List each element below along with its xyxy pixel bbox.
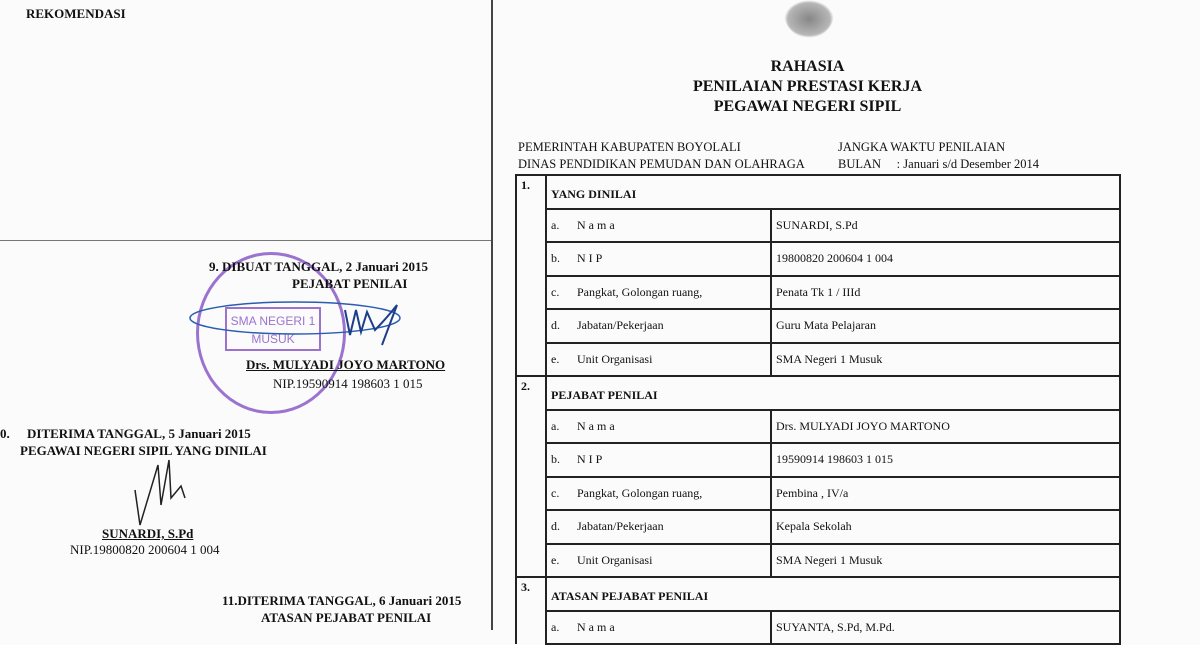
field-label <box>546 477 771 511</box>
field-letter: a. <box>551 217 560 232</box>
table-row <box>516 309 1120 343</box>
field-label <box>546 611 771 645</box>
field-label-text: N a m a <box>577 217 615 232</box>
field-letter: c. <box>551 284 560 299</box>
field-label <box>546 309 771 343</box>
field-label-text: Unit Organisasi <box>577 552 653 567</box>
table-row <box>516 443 1120 477</box>
rekomendasi-heading: REKOMENDASI <box>26 6 126 21</box>
field-letter: d. <box>551 519 560 534</box>
diterima-10: DITERIMA TANGGAL, 5 Januari 2015 <box>27 426 251 441</box>
field-value: SMA Negeri 1 Musuk <box>771 544 1120 578</box>
dibuat-tanggal: 9. DIBUAT TANGGAL, 2 Januari 2015 <box>209 259 428 274</box>
field-label <box>546 410 771 444</box>
pejabat-signature <box>185 290 425 350</box>
field-label <box>546 510 771 544</box>
section-number: 3. <box>516 577 546 644</box>
section-number: 1. <box>516 175 546 376</box>
field-label-text: N a m a <box>577 418 615 433</box>
field-label-text: N a m a <box>577 619 615 634</box>
table-row <box>516 276 1120 310</box>
field-value: Guru Mata Pelajaran <box>771 309 1120 343</box>
pejabat-penilai-label: PEJABAT PENILAI <box>292 276 408 291</box>
field-letter: d. <box>551 318 560 333</box>
identity-table <box>515 174 1121 645</box>
field-letter: b. <box>551 452 560 467</box>
table-row <box>516 343 1120 377</box>
title-penilaian: PENILAIAN PRESTASI KERJA <box>692 78 923 95</box>
section-header-row <box>516 376 1120 410</box>
field-value: Drs. MULYADI JOYO MARTONO <box>771 410 1120 444</box>
stamp-text: SMA NEGERI 1 MUSUK <box>225 307 321 351</box>
diterima-11: 11.DITERIMA TANGGAL, 6 Januari 2015 <box>222 593 462 608</box>
pns-name: SUNARDI, S.Pd <box>102 526 194 541</box>
table-row <box>516 544 1120 578</box>
field-label-text: Jabatan/Pekerjaan <box>577 318 664 333</box>
table-row <box>516 209 1120 243</box>
field-label-text: Jabatan/Pekerjaan <box>577 519 664 534</box>
period-value: BULAN : Januari s/d Desember 2014 <box>838 157 1040 171</box>
page-divider <box>491 0 493 630</box>
table-row <box>516 477 1120 511</box>
field-value: SMA Negeri 1 Musuk <box>771 343 1120 377</box>
diterima-10-number: 0. <box>0 426 10 441</box>
field-value: SUNARDI, S.Pd <box>771 209 1120 243</box>
field-value: Penata Tk 1 / IIId <box>771 276 1120 310</box>
section-header-row <box>516 577 1120 611</box>
field-value: 19800820 200604 1 004 <box>771 242 1120 276</box>
title-pns: PEGAWAI NEGERI SIPIL <box>713 98 902 115</box>
field-label-text: N I P <box>577 452 603 467</box>
pns-signature <box>125 455 195 530</box>
field-value: Pembina , IV/a <box>771 477 1120 511</box>
field-letter: e. <box>551 351 560 366</box>
field-label <box>546 276 771 310</box>
field-label-text: N I P <box>577 251 603 266</box>
period-label: JANGKA WAKTU PENILAIAN <box>838 140 1006 154</box>
org-line-2: DINAS PENDIDIKAN PEMUDAN DAN OLAHRAGA <box>518 157 805 171</box>
table-row <box>516 611 1120 645</box>
table-row <box>516 510 1120 544</box>
title-rahasia: RAHASIA <box>770 58 845 75</box>
field-value: SUYANTA, S.Pd, M.Pd. <box>771 611 1120 645</box>
section-title: YANG DINILAI <box>546 175 1120 209</box>
field-value: 19590914 198603 1 015 <box>771 443 1120 477</box>
pejabat-name: Drs. MULYADI JOYO MARTONO <box>246 357 446 372</box>
section-divider <box>0 240 491 241</box>
table-row <box>516 410 1120 444</box>
field-letter: a. <box>551 619 560 634</box>
field-label-text: Pangkat, Golongan ruang, <box>577 485 703 500</box>
org-line-1: PEMERINTAH KABUPATEN BOYOLALI <box>518 140 741 154</box>
field-letter: b. <box>551 251 560 266</box>
field-letter: c. <box>551 485 560 500</box>
pns-dinilai-label: PEGAWAI NEGERI SIPIL YANG DINILAI <box>20 443 267 458</box>
section-title: PEJABAT PENILAI <box>546 376 1120 410</box>
section-header-row <box>516 175 1120 209</box>
section-number: 2. <box>516 376 546 577</box>
field-label <box>546 209 771 243</box>
field-value: Kepala Sekolah <box>771 510 1120 544</box>
field-letter: e. <box>551 552 560 567</box>
field-label <box>546 443 771 477</box>
field-letter: a. <box>551 418 560 433</box>
pejabat-nip: NIP.19590914 198603 1 015 <box>273 376 423 391</box>
field-label-text: Pangkat, Golongan ruang, <box>577 284 703 299</box>
section-title: ATASAN PEJABAT PENILAI <box>546 577 1120 611</box>
field-label <box>546 343 771 377</box>
atasan-label: ATASAN PEJABAT PENILAI <box>261 610 432 625</box>
garuda-emblem-icon <box>784 0 834 38</box>
field-label-text: Unit Organisasi <box>577 351 653 366</box>
field-label <box>546 242 771 276</box>
pns-nip: NIP.19800820 200604 1 004 <box>70 542 220 557</box>
field-label <box>546 544 771 578</box>
table-row <box>516 242 1120 276</box>
